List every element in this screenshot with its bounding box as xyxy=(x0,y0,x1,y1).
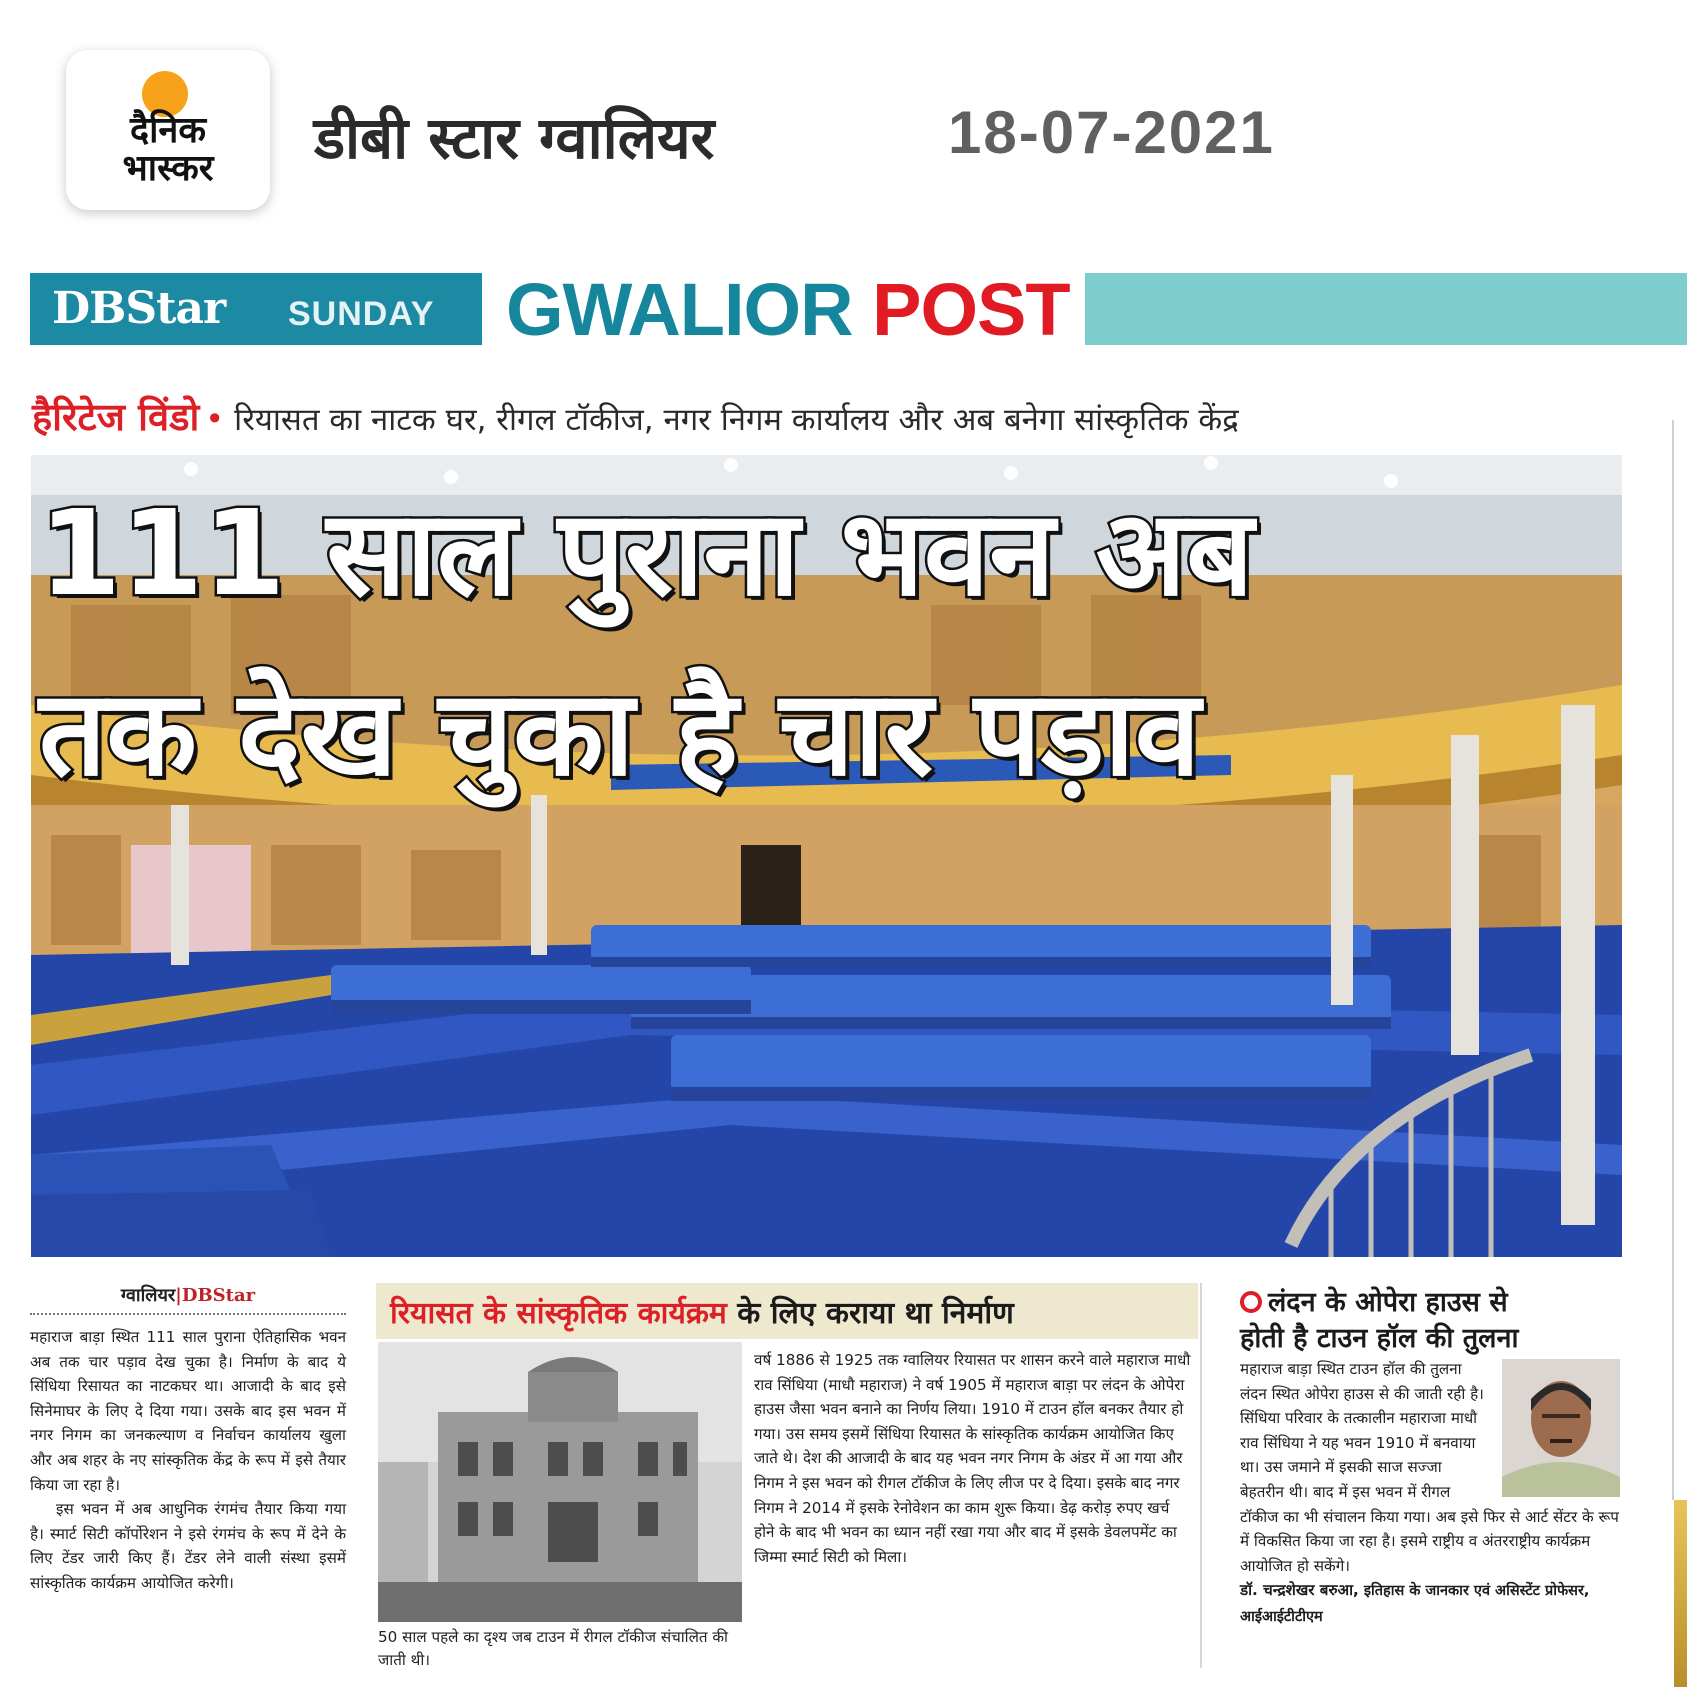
dbstar-sunday-band xyxy=(30,273,482,345)
right-body-text: महाराज बाड़ा स्थित टाउन हॉल की तुलना लंदन स्थित ओपेरा हाउस से की जाती रही है। सिंधिया परिवार के तत्कालीन महाराजा माधौ राव सिंधिया ने यह भवन 1910 में बनवाया था। उस जमाने में इसकी साज सज्जा बेहतरीन थी। बाद में इस भवन में रीगल टॉकीज का भी संचालन किया गया। अब इसे फिर से आर्ट सेंटर के रूप में विकसित किया जा रहा है। इसमे राष्ट्रीय व अंतरराष्ट्रीय कार्यक्रम आयोजित हो सकेंगे। xyxy=(1240,1360,1619,1575)
headline-line-1: 111 साल पुराना भवन अब xyxy=(39,484,1254,622)
section-title xyxy=(506,270,1070,350)
kicker-bullet: • xyxy=(205,400,225,438)
intro-column xyxy=(30,1283,346,1596)
right-story-body xyxy=(1240,1357,1620,1630)
dateline-brand: DBStar xyxy=(181,1285,256,1306)
adjacent-page-edge xyxy=(1674,1500,1687,1687)
intro-paragraph-1: महाराज बाड़ा स्थित 111 साल पुराना ऐतिहासिक भवन अब तक चार पड़ाव देख चुका है। निर्माण के बाद ये सिंधिया रिसायत का नाटकघर था। आजादी के बाद इसे सिनेमाघर के लिए दे दिया गया। उसके बाद इस भवन में नगर निगम का जनकल्याण व निर्वाचन कार्यालय खुला और अब शहर के नए सांस्कृतिक केंद्र के रूप में इसे तैयार किया जा रहा है। xyxy=(30,1328,346,1494)
center-story-headline xyxy=(376,1283,1198,1339)
intro-paragraph-2: इस भवन में अब आधुनिक रंगमंच तैयार किया गया है। स्मार्ट सिटी कॉर्पोरेशन ने इसे रंगमंच के रूप में देने के लिए टेंडर जारी किए हैं। टेंडर लेने वाली संस्था इसमें सांस्कृतिक कार्यक्रम आयोजित करेगी। xyxy=(30,1500,346,1592)
center-headline-red: रियासत के सांस्कृतिक कार्यक्रम xyxy=(390,1296,727,1331)
auditorium-photo xyxy=(31,455,1622,1257)
center-headline-black: के लिए कराया था निर्माण xyxy=(726,1296,1014,1331)
right-story-headline xyxy=(1240,1285,1620,1357)
logo-line-1: दैनिक xyxy=(129,110,207,151)
headline-line-2: तक देख चुका है चार पड़ाव xyxy=(39,664,1201,802)
author-name: डॉ. चन्द्रशेखर बरुआ, xyxy=(1240,1581,1359,1600)
center-story-body: वर्ष 1886 से 1925 तक ग्वालियर रियासत पर शासन करने वाले महाराज माधौ राव सिंधिया (माधौ महाराज) ने वर्ष 1905 में महाराज बाड़ा पर लंदन के ओपेरा हाउस जैसा भवन बनाने का निर्णय लिया। 1910 में टाउन हॉल बनकर तैयार हो गया। उस समय इसमें सिंधिया रियासत के सांस्कृतिक कार्यक्रम आयोजित किए जाते थे। देश की आजादी के बाद यह भवन नगर निगम के अंडर में आ गया और निगम ने इस भवन को रीगल टॉकीज के लिए लीज पर दे दिया। इसके बाद नगर निगम ने 2014 में इसके रेनोवेशन का काम शुरू किया। डेढ़ करोड़ रुपए खर्च होने के बाद भी भवन का ध्यान नहीं रखा गया और बाद में इसके डेवलपमेंट का जिम्मा स्मार्ट सिटी को मिला। xyxy=(754,1351,1191,1566)
edition-title: डीबी स्टार ग्वालियर xyxy=(314,104,715,172)
right-headline-line-1: लंदन के ओपेरा हाउस से xyxy=(1268,1287,1508,1318)
heritage-window-kicker xyxy=(32,390,1239,442)
bullet-circle-icon xyxy=(1240,1291,1262,1313)
portrait-illustration xyxy=(1502,1359,1620,1497)
logo-line-2: भास्कर xyxy=(122,148,214,189)
main-headline xyxy=(39,463,1619,823)
sunday-label: SUNDAY xyxy=(288,295,435,333)
kicker-text: रियासत का नाटक घर, रीगल टॉकीज, नगर निगम कार्यालय और अब बनेगा सांस्कृतिक केंद्र xyxy=(234,402,1239,438)
expert-portrait xyxy=(1502,1359,1620,1497)
section-title-gwalior: GWALIOR xyxy=(506,268,853,351)
dbstar-brand: DBStar xyxy=(52,283,226,334)
dainik-bhaskar-logo xyxy=(66,50,270,210)
archive-photo-caption: 50 साल पहले का दृश्य जब टाउन में रीगल टॉकीज संचालित की जाती थी। xyxy=(378,1628,728,1669)
right-headline-line-2: होती है टाउन हॉल की तुलना xyxy=(1240,1323,1519,1354)
townhall-illustration xyxy=(378,1342,742,1622)
column-divider xyxy=(1200,1283,1202,1668)
dateline xyxy=(30,1283,346,1315)
page-edge-line xyxy=(1672,420,1674,1500)
dateline-city: ग्वालियर xyxy=(120,1285,176,1306)
author-role: इतिहास के जानकार एवं असिस्टेंट प्रोफेसर, आईआईटीटीएम xyxy=(1240,1583,1590,1625)
section-title-post: POST xyxy=(872,268,1070,351)
dateline-separator: | xyxy=(175,1285,182,1306)
logo-wordmark xyxy=(86,112,250,188)
edition-date: 18-07-2021 xyxy=(948,99,1275,166)
archive-townhall-photo xyxy=(378,1342,742,1622)
kicker-tag: हैरिटेज विंडो xyxy=(32,395,200,439)
masthead-right-band xyxy=(1085,273,1687,345)
